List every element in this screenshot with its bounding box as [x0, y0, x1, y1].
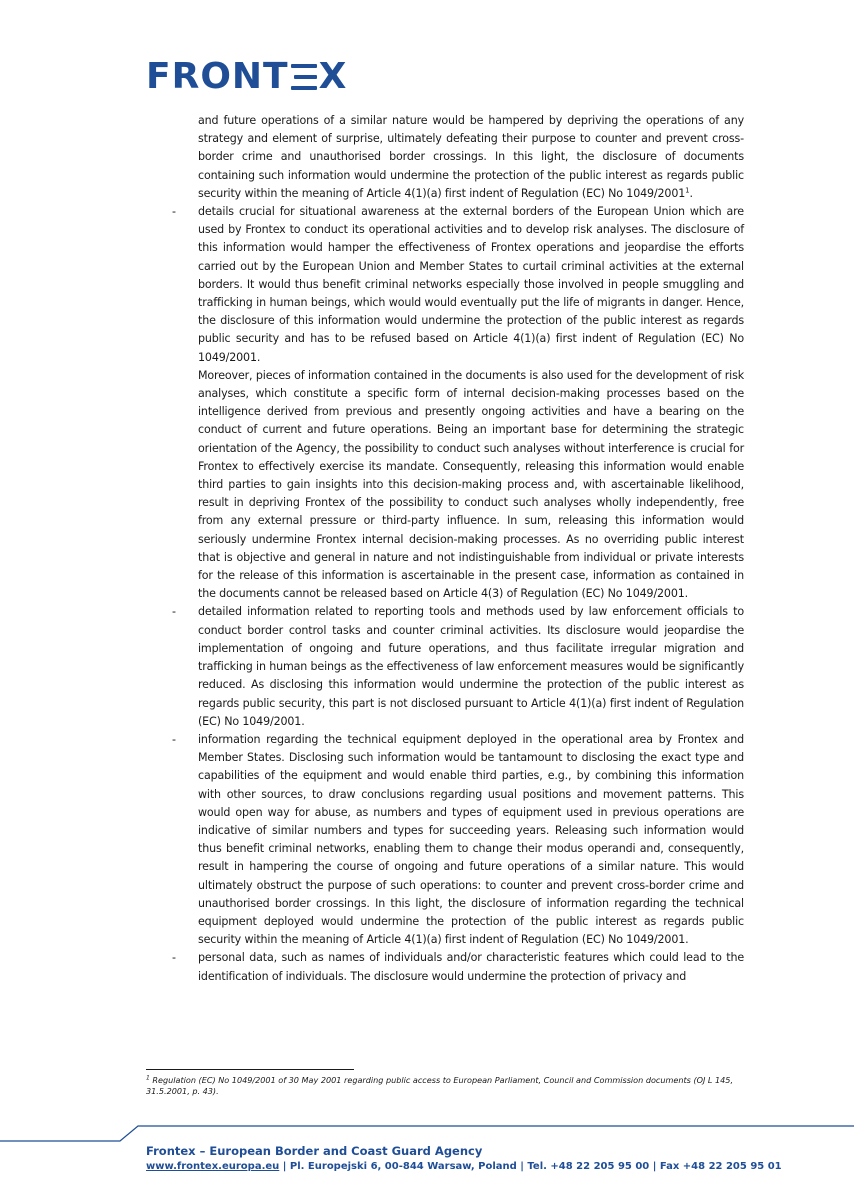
bullet-dash: - [172, 205, 176, 219]
footnote-number: 1 [146, 1074, 150, 1082]
bullet-dash: - [172, 732, 176, 746]
footnote-ref: 1 [685, 186, 690, 195]
bullet-personal-data: - personal data, such as names of individuals and/or characteristic features which could lead to the identification of individuals. The disclosure would undermine the protection of privacy and [172, 951, 744, 983]
paragraph-continuation: and future operations of a similar nature would be hampered by depriving the operations of any strategy and element of surprise, ultimately defeating their purpose to counter and prevent cross-border crime and unauthorised border crossings. In this light, the disclosure of documents containing such information would undermine the protection of the public interest as regards public security within the meaning of Article 4(1)(a) first indent of Regulation (EC) No 1049/2001$^1$. [198, 114, 744, 200]
bullet-dash: - [172, 605, 176, 619]
logo-text-x: X [318, 56, 348, 97]
logo-e-mark-icon [291, 64, 317, 90]
frontex-logo [146, 56, 347, 97]
footnote [146, 1075, 746, 1097]
bullet-reporting-tools: - detailed information related to reporting tools and methods used by law enforcement officials to conduct border control tasks and counter criminal activities. Its disclosure would jeopardise the implementation of ongoing and future operations, and thus facilitate irregular migration and trafficking in human beings as the effectiveness of law enforcement measures would be significantly reduced. As disclosing this information would undermine the protection of the public interest as regards public security, this part is not disclosed pursuant to Article 4(1)(a) first indent of Regulation (EC) No 1049/2001. [172, 605, 744, 728]
document-body [172, 112, 744, 986]
bullet-dash: - [172, 951, 176, 965]
paragraph-risk-analyses: Moreover, pieces of information contained in the documents is also used for the development of risk analyses, which constitute a specific form of internal decision-making processes based on the intelligence derived from previous and presently ongoing activities and have a bearing on the conduct of current and future operations. Being an important base for determining the strategic orientation of the Agency, the possibility to conduct such analyses without interference is crucial for Frontex to effectively exercise its mandate. Consequently, releasing this information would enable third parties to gain insights into this decision-making process and, with ascertainable likelihood, result in depriving Frontex of the possibility to conduct such analyses wholly independently, free from any external pressure or third-party influence. In sum, releasing this information would seriously undermine Frontex internal decision-making processes. As no overriding public interest that is objective and general in nature and not indistinguishable from individual or private interests for the release of this information is ascertainable in the present case, information as contained in the documents cannot be released based on Article 4(3) of Regulation (EC) No 1049/2001. [198, 368, 744, 601]
footer-contact [146, 1161, 782, 1172]
bullet-situational-awareness: - details crucial for situational awareness at the external borders of the European Union which are used by Frontex to conduct its operational activities and to develop risk analyses. The disclosure of this information would hamper the effectiveness of Frontex operations and jeopardise the efforts carried out by the European Union and Member States to curtail criminal activities at the external borders. It would thus benefit criminal networks especially those involved in people smuggling and trafficking in human beings, which would would eventually put the life of migrants in danger. Hence, the disclosure of this information would undermine the protection of the public interest as regards public security and has to be refused based on Article 4(1)(a) first indent of Regulation (EC) No 1049/2001. [172, 205, 744, 364]
footnote-divider [146, 1069, 354, 1070]
footer-org-name: Frontex – European Border and Coast Guard Agency [146, 1144, 483, 1158]
bullet-technical-equipment: - information regarding the technical equipment deployed in the operational area by Frontex and Member States. Disclosing such information would be tantamount to disclosing the exact type and capabilities of the equipment and would enable third parties, e.g., by combining this information with other sources, to draw conclusions regarding usual positions and movement patterns. This would open way for abuse, as numbers and types of equipment used in previous operations are indicative of similar numbers and types for succeeding years. Releasing such information would thus benefit criminal networks, enabling them to change their modus operandi and, consequently, result in hampering the course of ongoing and future operations of a similar nature. This would ultimately obstruct the purpose of such operations: to counter and prevent cross-border crime and unauthorised border crossings. In this light, the disclosure of information regarding the technical equipment deployed would undermine the protection of the public interest as regards public security within the meaning of Article 4(1)(a) first indent of Regulation (EC) No 1049/2001. [172, 732, 744, 947]
footer-divider-line [0, 1122, 854, 1142]
page-footer [146, 1144, 782, 1172]
footer-website-link[interactable]: www.frontex.europa.eu [146, 1161, 280, 1172]
footer-address: | Pl. Europejski 6, 00-844 Warsaw, Poland | Tel. +48 22 205 95 00 | Fax +48 22 205 95 01 [279, 1161, 782, 1172]
logo-text-fro: FRONT [146, 56, 289, 97]
footnote-text: Regulation (EC) No 1049/2001 of 30 May 2001 regarding public access to European Parliament, Council and Commission documents (OJ L 145, 31.5.2001, p. 43). [146, 1075, 734, 1096]
